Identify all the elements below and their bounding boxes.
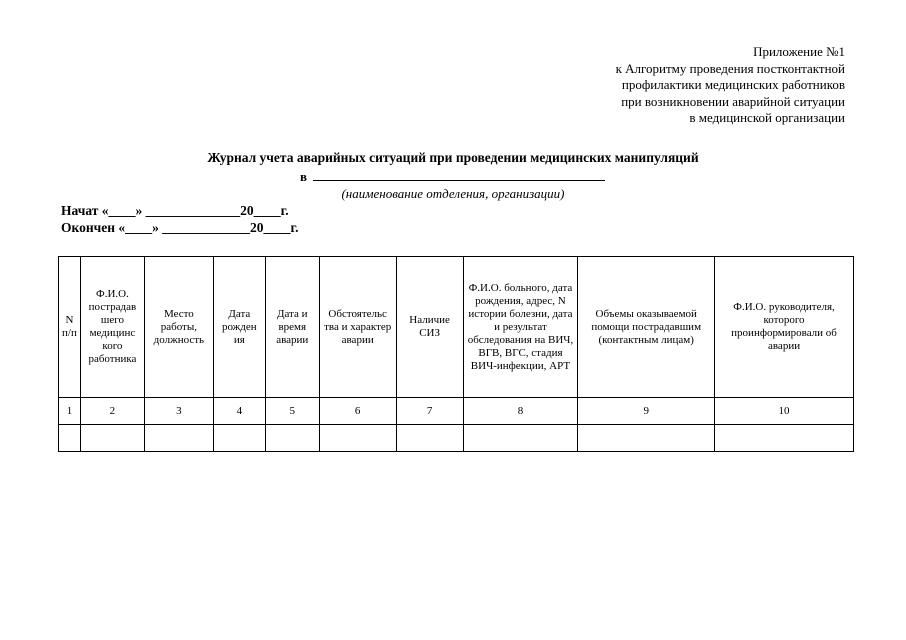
header-cell: Наличие СИЗ (396, 257, 463, 398)
finished-date: Окончен «____» _____________20____г. (61, 219, 299, 235)
empty-cell (80, 425, 144, 452)
column-number: 3 (144, 398, 213, 425)
started-date: Начат «____» ______________20____г. (61, 203, 289, 218)
empty-cell (59, 425, 81, 452)
header-cell: Ф.И.О. пострадав шего медицинс кого работника (80, 257, 144, 398)
column-number: 6 (319, 398, 396, 425)
header-cell: Обстоятельс тва и характер аварии (319, 257, 396, 398)
organization-blank (313, 168, 605, 181)
appendix-line: к Алгоритму проведения постконтактной (615, 60, 845, 76)
column-number: 7 (396, 398, 463, 425)
journal-dates (61, 203, 299, 236)
column-number-row (59, 398, 854, 425)
empty-cell (715, 425, 854, 452)
column-number: 1 (59, 398, 81, 425)
journal-table (58, 256, 854, 452)
column-number: 10 (715, 398, 854, 425)
appendix-caption (616, 44, 845, 127)
header-cell: Ф.И.О. руководителя, которого проинформировали об аварии (715, 257, 854, 398)
appendix-line: при возникновении аварийной ситуации (621, 93, 845, 109)
organization-line (300, 168, 605, 185)
column-number: 9 (578, 398, 715, 425)
empty-cell (144, 425, 213, 452)
empty-cell (265, 425, 319, 452)
header-cell: N п/п (59, 257, 81, 398)
empty-cell (578, 425, 715, 452)
column-number: 5 (265, 398, 319, 425)
empty-cell (396, 425, 463, 452)
appendix-line: профилактики медицинских работников (621, 77, 845, 92)
organization-prefix: в (300, 169, 308, 184)
column-number: 4 (213, 398, 265, 425)
appendix-line: Приложение №1 (753, 44, 845, 59)
empty-cell (213, 425, 265, 452)
organization-caption: (наименование отделения, организации) (341, 186, 565, 201)
column-number: 8 (463, 398, 578, 425)
appendix-line: в медицинской организации (689, 110, 845, 125)
header-row (59, 257, 854, 398)
empty-entry-row (59, 425, 854, 452)
header-cell: Ф.И.О. больного, дата рождения, адрес, N истории болезни, дата и результат обследования на ВИЧ, ВГВ, ВГС, стадия ВИЧ-инфекции, АРТ (463, 257, 578, 398)
column-number: 2 (80, 398, 144, 425)
header-cell: Объемы оказываемой помощи пострадавшим (контактным лицам) (578, 257, 715, 398)
document-title: Журнал учета аварийных ситуаций при проведении медицинских манипуляций (207, 150, 699, 165)
empty-cell (463, 425, 578, 452)
header-cell: Дата и время аварии (265, 257, 319, 398)
header-cell: Место работы, должность (144, 257, 213, 398)
empty-cell (319, 425, 396, 452)
header-cell: Дата рожден ия (213, 257, 265, 398)
